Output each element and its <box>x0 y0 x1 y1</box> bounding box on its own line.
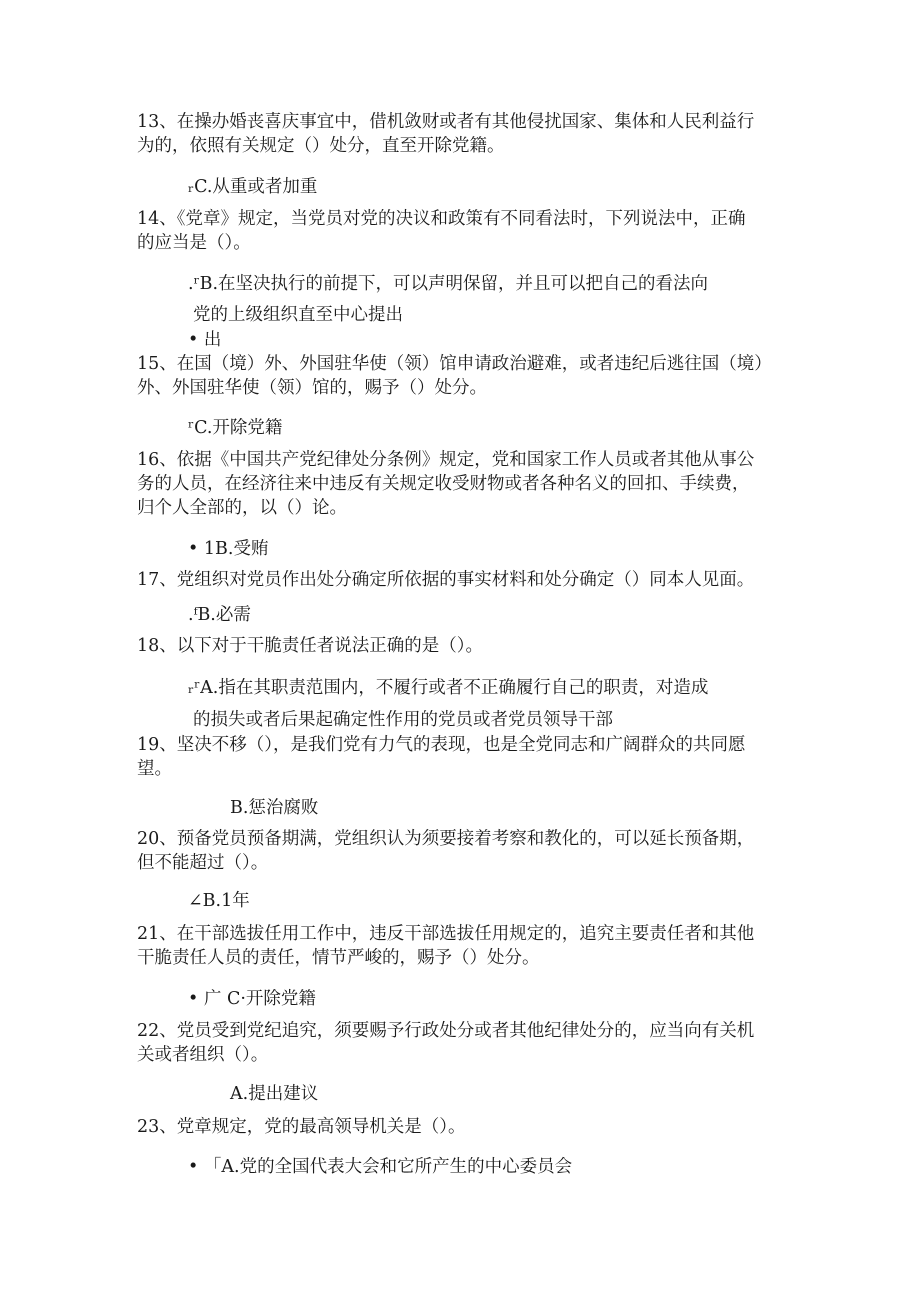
answer-19: B.惩治腐败 <box>230 798 319 818</box>
question-15 <box>137 352 797 400</box>
question-21 <box>137 922 797 970</box>
answer-17: .ᶠB.必需 <box>188 605 251 625</box>
answer-15: ʳC.开除党籍 <box>188 418 283 438</box>
question-line: 干脆责任人员的责任，情节严峻的，赐予（）处分。 <box>137 948 540 968</box>
question-line: 19、坚决不移（），是我们党有力气的表现，也是全党同志和广阔群众的共同愿 <box>137 735 746 755</box>
question-18 <box>137 634 797 658</box>
question-line: 21、在干部选拔任用工作中，违反干部选拔任用规定的，追究主要责任者和其他 <box>137 924 755 944</box>
answer-16: • 1B.受贿 <box>188 539 269 559</box>
question-line: 22、党员受到党纪追究，须要赐予行政处分或者其他纪律处分的，应当向有关机 <box>137 1021 755 1041</box>
answer-23: • 「A.党的全国代表大会和它所产生的中心委员会 <box>188 1157 573 1177</box>
question-19 <box>137 733 797 781</box>
answer-18: ᵣʳA.指在其职责范围内，不履行或者不正确履行自己的职责，对造成 <box>188 678 709 698</box>
question-line: 23、党章规定，党的最高领导机关是（）。 <box>137 1117 466 1137</box>
question-17 <box>137 568 797 592</box>
question-20 <box>137 827 797 875</box>
answer-18-continued: 的损失或者后果起确定性作用的党员或者党员领导干部 <box>193 710 613 730</box>
question-line: 但不能超过（）。 <box>137 853 269 873</box>
question-14 <box>137 207 797 255</box>
question-13 <box>137 110 797 158</box>
question-line: 18、以下对于干脆责任者说法正确的是（）。 <box>137 636 484 656</box>
question-line: 17、党组织对党员作出处分确定所依据的事实材料和处分确定（）同本人见面。 <box>137 570 755 590</box>
answer-14-bullet: • 出 <box>188 330 222 350</box>
question-line: 20、预备党员预备期满，党组织认为须要接着考察和教化的，可以延长预备期， <box>137 829 755 849</box>
question-16 <box>137 448 797 520</box>
question-23 <box>137 1115 797 1139</box>
answer-13: ᵣC.从重或者加重 <box>188 177 318 197</box>
question-line: 13、在操办婚丧喜庆事宜中，借机敛财或者有其他侵扰国家、集体和人民利益行 <box>137 112 755 132</box>
answer-21: • 广 C·开除党籍 <box>188 989 316 1009</box>
question-line: 望。 <box>137 759 172 779</box>
answer-22: A.提出建议 <box>230 1084 319 1104</box>
question-line: 关或者组织（）。 <box>137 1045 269 1065</box>
question-line: 归个人全部的，以（）论。 <box>137 498 347 518</box>
question-line: 16、依据《中国共产党纪律处分条例》规定，党和国家工作人员或者其他从事公 <box>137 450 755 470</box>
question-line: 14、《党章》规定，当党员对党的决议和政策有不同看法时，下列说法中，正确 <box>137 209 746 229</box>
answer-14-continued: 党的上级组织直至中心提出 <box>193 305 403 325</box>
question-22 <box>137 1019 797 1067</box>
question-line: 的应当是（）。 <box>137 233 251 253</box>
question-line: 为的，依照有关规定（）处分，直至开除党籍。 <box>137 136 505 156</box>
question-line: 外、外国驻华使（领）馆的，赐予（）处分。 <box>137 378 487 398</box>
answer-14: .ʳB.在坚决执行的前提下，可以声明保留，并且可以把自己的看法向 <box>188 274 709 294</box>
answer-20: ∠B.1年 <box>188 891 250 911</box>
question-line: 15、在国（境）外、外国驻华使（领）馆申请政治避难，或者违纪后逃往国（境） <box>137 354 772 374</box>
question-line: 务的人员，在经济往来中违反有关规定收受财物或者各种名义的回扣、手续费， <box>137 474 750 494</box>
